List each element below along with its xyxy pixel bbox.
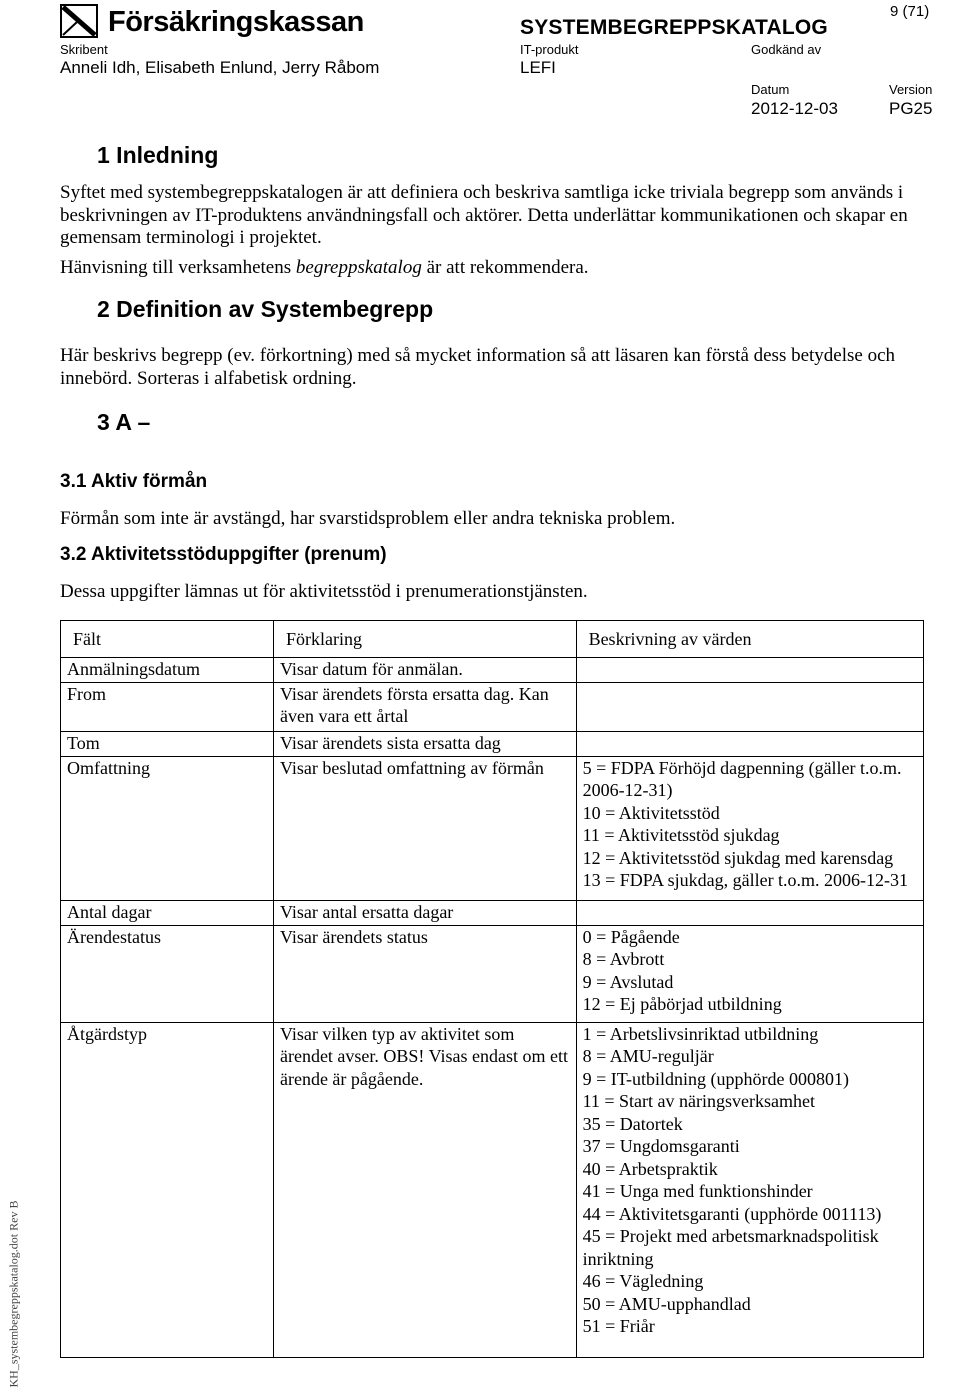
- section-3-2-text: Dessa uppgifter lämnas ut för aktivitetsstöd i prenumerationstjänsten.: [60, 581, 588, 602]
- field-cell: From: [61, 682, 274, 731]
- section-1-paragraph: Syftet med systembegreppskatalogen är att definiera och beskriva samtliga icke triviala begrepp som används i beskrivningen av IT-produktens användningsfall och aktörer. Detta underlättar kommunikationen och skapar en gemensam terminologi i projektet.: [60, 182, 908, 248]
- section-3-heading: 3 A –: [97, 409, 151, 435]
- section-1-heading: 1 Inledning: [97, 142, 219, 168]
- explanation-cell: Visar beslutad omfattning av förmån: [273, 756, 576, 900]
- explanation-cell: Visar ärendets första ersatta dag. Kan även vara ett årtal: [273, 682, 576, 731]
- side-note: KH_systembegreppskatalog.dot Rev B: [6, 1200, 21, 1388]
- product-label: IT-produkt: [520, 42, 579, 57]
- reference-text-start: Hänvisning till verksamhetens: [60, 257, 296, 278]
- field-cell: Tom: [61, 731, 274, 756]
- table-row: [61, 682, 924, 731]
- page-number: 9 (71): [890, 3, 930, 20]
- author-value: Anneli Idh, Elisabeth Enlund, Jerry Råbom: [60, 58, 380, 77]
- reference-text-end: är att rekommendera.: [421, 257, 589, 278]
- field-cell: Omfattning: [61, 756, 274, 900]
- field-cell: Anmälningsdatum: [61, 658, 274, 683]
- date-value: 2012-12-03: [751, 99, 838, 118]
- description-cell: 0 = Pågående 8 = Avbrott 9 = Avslutad 12 = Ej påbörjad utbildning: [576, 925, 923, 1022]
- table-header-row: [61, 621, 924, 658]
- section-3-1-text: Förmån som inte är avstängd, har svarstidsproblem eller andra tekniska problem.: [60, 508, 676, 529]
- explanation-cell: Visar vilken typ av aktivitet som ärendet avser. OBS! Visas endast om ett ärende är pågående.: [273, 1022, 576, 1357]
- field-cell: Åtgärdstyp: [61, 1022, 274, 1357]
- reference-catalog-term: begreppskatalog: [295, 257, 422, 278]
- document-title: SYSTEMBEGREPPSKATALOG: [520, 16, 828, 39]
- table-row: [61, 731, 924, 756]
- explanation-cell: Visar datum för anmälan.: [273, 658, 576, 683]
- description-cell: [576, 731, 923, 756]
- date-label: Datum: [751, 82, 790, 97]
- table-row: [61, 901, 924, 926]
- section-3-2-heading: 3.2 Aktivitetsstöduppgifter (prenum): [60, 544, 387, 565]
- section-2-heading: 2 Definition av Systembegrepp: [97, 296, 434, 322]
- version-label: Version: [889, 82, 933, 97]
- section-1-reference: [60, 257, 920, 280]
- description-cell: [576, 682, 923, 731]
- author-label: Skribent: [60, 42, 108, 57]
- explanation-cell: Visar antal ersatta dagar: [273, 901, 576, 926]
- explanation-cell: Visar ärendets sista ersatta dag: [273, 731, 576, 756]
- table-row: [61, 756, 924, 900]
- section-3-1-heading: 3.1 Aktiv förmån: [60, 471, 208, 492]
- description-cell: [576, 658, 923, 683]
- section-2-paragraph: Här beskrivs begrepp (ev. förkortning) med så mycket information så att läsaren kan förstå dess betydelse och innebörd. Sorteras i alfabetisk ordning.: [60, 345, 896, 389]
- field-table: [60, 620, 924, 1358]
- approved-label: Godkänd av: [751, 42, 822, 57]
- explanation-cell: Visar ärendets status: [273, 925, 576, 1022]
- version-value: PG25: [889, 99, 933, 118]
- table-row: [61, 1022, 924, 1357]
- table-header-cell: Förklaring: [273, 621, 576, 658]
- field-cell: Ärendestatus: [61, 925, 274, 1022]
- table-row: [61, 925, 924, 1022]
- description-cell: [576, 901, 923, 926]
- product-value: LEFI: [520, 58, 556, 77]
- field-cell: Antal dagar: [61, 901, 274, 926]
- table-header-cell: Fält: [61, 621, 274, 658]
- logo-text: Försäkringskassan: [108, 6, 364, 38]
- description-cell: 1 = Arbetslivsinriktad utbildning 8 = AMU-reguljär 9 = IT-utbildning (upphörde 000801) 11 = Start av näringsverksamhet 35 = Datortek 37 = Ungdomsgaranti 40 = Arbetspraktik 41 = Unga med funktionshinder 44 = Aktivitetsgaranti (upphörde 001113) 45 = Projekt med arbetsmarknadspolitisk inriktning 46 = Vägledning 50 = AMU-upphandlad 51 = Friår: [576, 1022, 923, 1357]
- logo-icon: [60, 4, 98, 38]
- description-cell: 5 = FDPA Förhöjd dagpenning (gäller t.o.m. 2006-12-31) 10 = Aktivitetsstöd 11 = Aktivitetsstöd sjukdag 12 = Aktivitetsstöd sjukdag med karensdag 13 = FDPA sjukdag, gäller t.o.m. 2006-12-31: [576, 756, 923, 900]
- table-row: [61, 658, 924, 683]
- table-header-cell: Beskrivning av värden: [576, 621, 923, 658]
